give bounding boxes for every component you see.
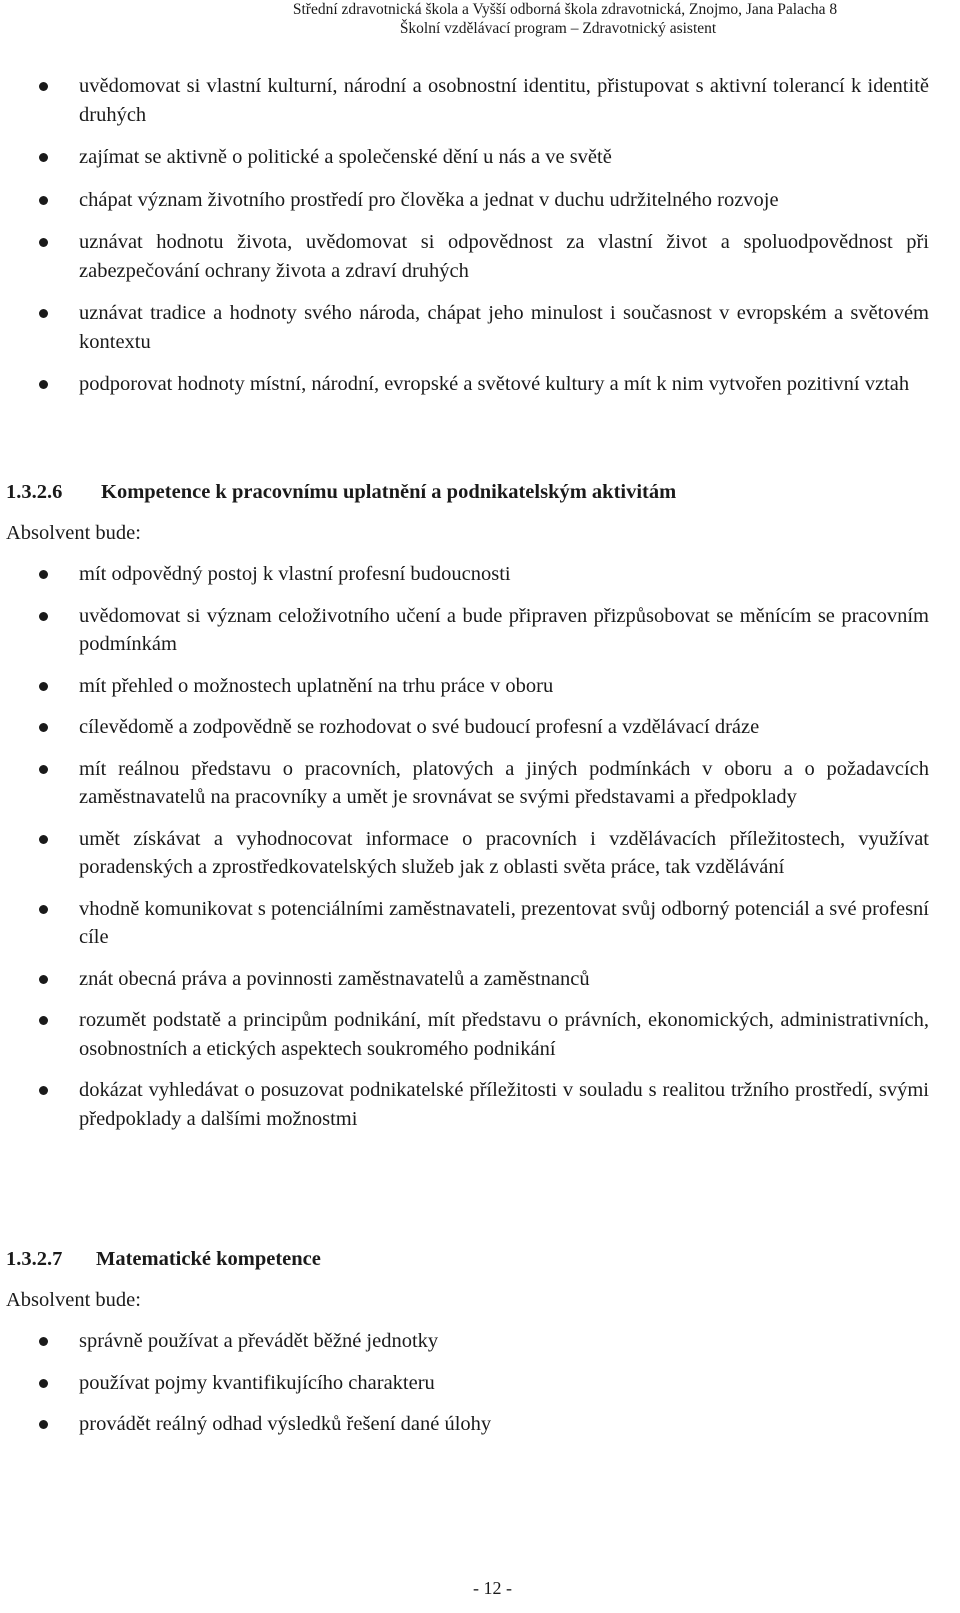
bullet-icon xyxy=(39,975,48,984)
section-heading-1-3-2-6 xyxy=(6,478,676,506)
bullet-icon xyxy=(39,1337,48,1346)
page-number: - 12 - xyxy=(473,1578,512,1598)
section-intro: Absolvent bude: xyxy=(6,1289,141,1311)
bullet-icon xyxy=(39,238,48,247)
list-item: cílevědomě a zodpovědně se rozhodovat o své budoucí profesní a vzdělávací dráze xyxy=(0,713,960,742)
header-program-name: Školní vzdělávací program – Zdravotnický asistent xyxy=(399,20,717,37)
list-item: chápat význam životního prostředí pro člověka a jednat v duchu udržitelného rozvoje xyxy=(0,186,960,215)
bullet-icon xyxy=(39,1086,48,1095)
bullet-icon xyxy=(39,905,48,914)
bullet-icon xyxy=(39,196,48,205)
section-title: Kompetence k pracovnímu uplatnění a podnikatelským aktivitám xyxy=(101,481,677,503)
bullet-icon xyxy=(39,723,48,732)
section-number: 1.3.2.6 xyxy=(6,481,63,503)
section-intro: Absolvent bude: xyxy=(6,522,141,544)
bullet-icon xyxy=(39,835,48,844)
header-school-name: Střední zdravotnická škola a Vyšší odborná škola zdravotnická, Znojmo, Jana Palacha 8 xyxy=(292,1,838,18)
bullet-icon xyxy=(39,1420,48,1429)
list-item: dokázat vyhledávat o posuzovat podnikatelské příležitosti v souladu s realitou tržního prostředí, svými předpoklady a dalšími možnostmi xyxy=(0,1076,960,1133)
section7-bullet-list xyxy=(0,1327,960,1439)
list-item: správně používat a převádět běžné jednotky xyxy=(0,1327,960,1356)
list-item: uznávat hodnotu života, uvědomovat si odpovědnost za vlastní život a spoluodpovědnost při zabezpečování ochrany života a zdraví druhých xyxy=(0,228,960,285)
section6-bullet-list xyxy=(0,560,960,1133)
list-item: mít odpovědný postoj k vlastní profesní budoucnosti xyxy=(0,560,960,589)
list-item: provádět reálný odhad výsledků řešení dané úlohy xyxy=(0,1410,960,1439)
list-item: uznávat tradice a hodnoty svého národa, chápat jeho minulost i současnost v evropském a světovém kontextu xyxy=(0,299,960,356)
bullet-icon xyxy=(39,570,48,579)
list-item: znát obecná práva a povinnosti zaměstnavatelů a zaměstnanců xyxy=(0,965,960,994)
section-number: 1.3.2.7 xyxy=(6,1248,63,1270)
bullet-icon xyxy=(39,765,48,774)
list-item: umět získávat a vyhodnocovat informace o pracovních i vzdělávacích příležitostech, využívat poradenských a zprostředkovatelských služeb jak z oblasti světa práce, tak vzdělávání xyxy=(0,825,960,882)
section-title: Matematické kompetence xyxy=(96,1248,321,1270)
list-item: uvědomovat si význam celoživotního učení a bude připraven přizpůsobovat se měnícím se pracovním podmínkám xyxy=(0,602,960,659)
list-item: rozumět podstatě a principům podnikání, mít představu o právních, ekonomických, administrativních, osobnostních a etických aspektech soukromého podnikání xyxy=(0,1006,960,1063)
section-heading-1-3-2-7 xyxy=(6,1245,321,1273)
bullet-icon xyxy=(39,1379,48,1388)
bullet-icon xyxy=(39,82,48,91)
bullet-icon xyxy=(39,612,48,621)
bullet-icon xyxy=(39,380,48,389)
list-item: používat pojmy kvantifikujícího charakteru xyxy=(0,1369,960,1398)
list-item: mít reálnou představu o pracovních, platových a jiných podmínkách v oboru a o požadavcích zaměstnavatelů na pracovníky a umět je srovnávat se svými představami a předpoklady xyxy=(0,755,960,812)
list-item: zajímat se aktivně o politické a společenské dění u nás a ve světě xyxy=(0,143,960,172)
top-bullet-list xyxy=(0,72,960,399)
list-item: mít přehled o možnostech uplatnění na trhu práce v oboru xyxy=(0,672,960,701)
bullet-icon xyxy=(39,682,48,691)
page-header xyxy=(0,0,960,38)
list-item: uvědomovat si vlastní kulturní, národní a osobnostní identitu, přistupovat s aktivní tolerancí k identitě druhých xyxy=(0,72,960,129)
bullet-icon xyxy=(39,153,48,162)
list-item: podporovat hodnoty místní, národní, evropské a světové kultury a mít k nim vytvořen pozitivní vztah xyxy=(0,370,960,399)
bullet-icon xyxy=(39,309,48,318)
bullet-icon xyxy=(39,1016,48,1025)
list-item: vhodně komunikovat s potenciálními zaměstnavateli, prezentovat svůj odborný potenciál a své profesní cíle xyxy=(0,895,960,952)
